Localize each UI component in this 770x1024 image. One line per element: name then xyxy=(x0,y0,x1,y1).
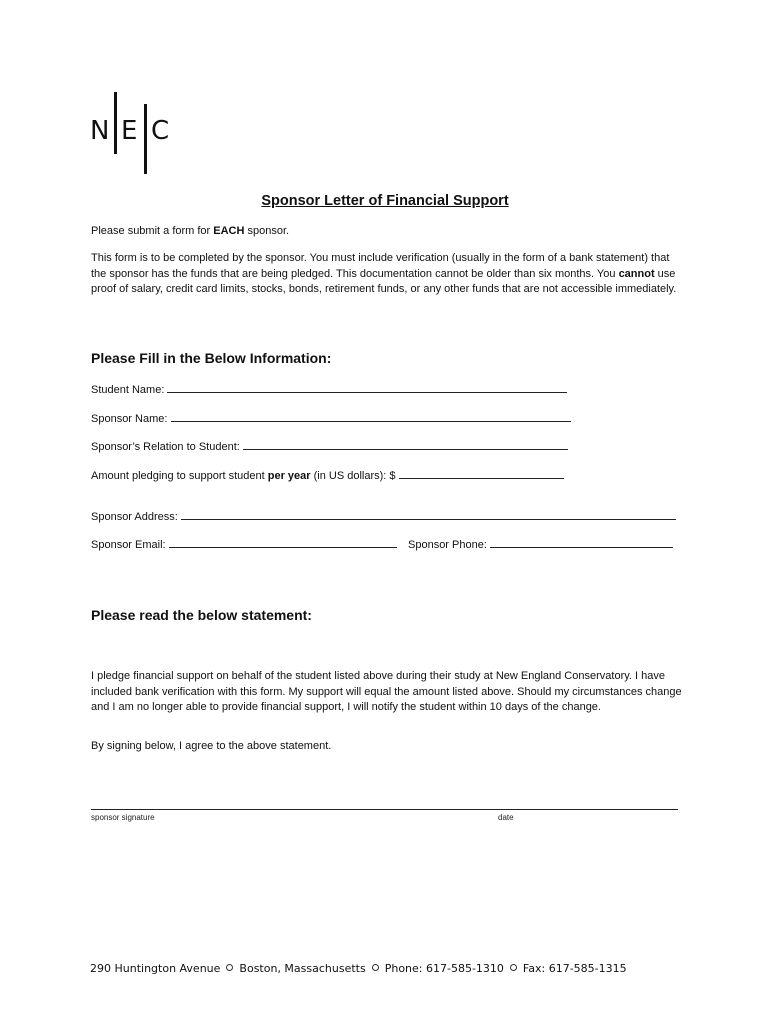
instructions-paragraph xyxy=(91,251,686,298)
footer-city: Boston, Massachusetts xyxy=(239,962,366,975)
sponsor-name-field[interactable] xyxy=(91,411,571,425)
amount-label-end: (in US dollars): $ xyxy=(310,470,396,482)
page-title: Sponsor Letter of Financial Support xyxy=(261,193,509,209)
section-heading-statement: Please read the below statement: xyxy=(91,607,312,623)
bullet-icon xyxy=(510,964,517,971)
intro-bold: EACH xyxy=(213,225,245,237)
amount-label: Amount pledging to support student xyxy=(91,470,268,482)
signature-line[interactable] xyxy=(91,809,678,810)
footer-address: 290 Huntington Avenue xyxy=(90,962,221,975)
logo-letter-n: N xyxy=(90,116,110,146)
address-field[interactable] xyxy=(91,509,676,523)
logo-letter-c: C xyxy=(151,116,170,146)
email-label: Sponsor Email: xyxy=(91,539,166,551)
pledge-statement: I pledge financial support on behalf of the student listed above during their study at New England Conservatory. I have included bank verification with this form. My support will equal the amount listed above. Should my circumstances change and I am no longer able to provide financial support, I will notify the student within 10 days of the change. xyxy=(91,670,682,713)
bullet-icon xyxy=(226,964,233,971)
intro-text-end: sponsor. xyxy=(244,225,290,237)
amount-line[interactable] xyxy=(399,468,564,479)
intro-line xyxy=(91,224,691,240)
instructions-text-a: This form is to be completed by the sponsor. You must include verification (usually in the form of a bank statement) that the sponsor has the funds that are being pledged. This documentation cannot be older than six months. You xyxy=(91,252,670,280)
footer xyxy=(90,962,627,975)
logo-letter-e: E xyxy=(121,116,138,146)
relation-field[interactable] xyxy=(91,439,568,453)
date-label: date xyxy=(498,813,514,822)
nec-logo xyxy=(90,92,180,174)
amount-field[interactable] xyxy=(91,468,564,482)
address-label: Sponsor Address: xyxy=(91,511,178,523)
sponsor-name-line[interactable] xyxy=(171,411,571,422)
student-name-line[interactable] xyxy=(167,382,567,393)
footer-fax: Fax: 617-585-1315 xyxy=(522,962,627,975)
instructions-text-b: use proof of salary, credit card limits, stocks, bonds, retirement funds, or any other funds that are not accessible immediately. xyxy=(91,267,677,295)
student-name-field[interactable] xyxy=(91,382,567,396)
amount-label-bold: per year xyxy=(267,470,311,482)
phone-line[interactable] xyxy=(490,537,673,548)
relation-line[interactable] xyxy=(243,439,568,450)
address-line[interactable] xyxy=(181,509,676,520)
sponsor-name-label: Sponsor Name: xyxy=(91,413,168,425)
signature-label: sponsor signature xyxy=(91,813,155,822)
phone-field[interactable] xyxy=(408,537,673,551)
logo-bar-1 xyxy=(114,92,117,154)
relation-label: Sponsor’s Relation to Student: xyxy=(91,441,240,453)
email-field[interactable] xyxy=(91,537,397,551)
bullet-icon xyxy=(372,964,379,971)
intro-text: Please submit a form for xyxy=(91,225,214,237)
footer-phone: Phone: 617-585-1310 xyxy=(384,962,504,975)
logo-bar-2 xyxy=(144,104,147,174)
agree-text: By signing below, I agree to the above statement. xyxy=(91,740,332,752)
student-name-label: Student Name: xyxy=(91,384,165,396)
phone-label: Sponsor Phone: xyxy=(408,539,487,551)
instructions-bold: cannot xyxy=(618,267,655,280)
section-heading-info: Please Fill in the Below Information: xyxy=(91,350,332,366)
email-line[interactable] xyxy=(169,537,397,548)
